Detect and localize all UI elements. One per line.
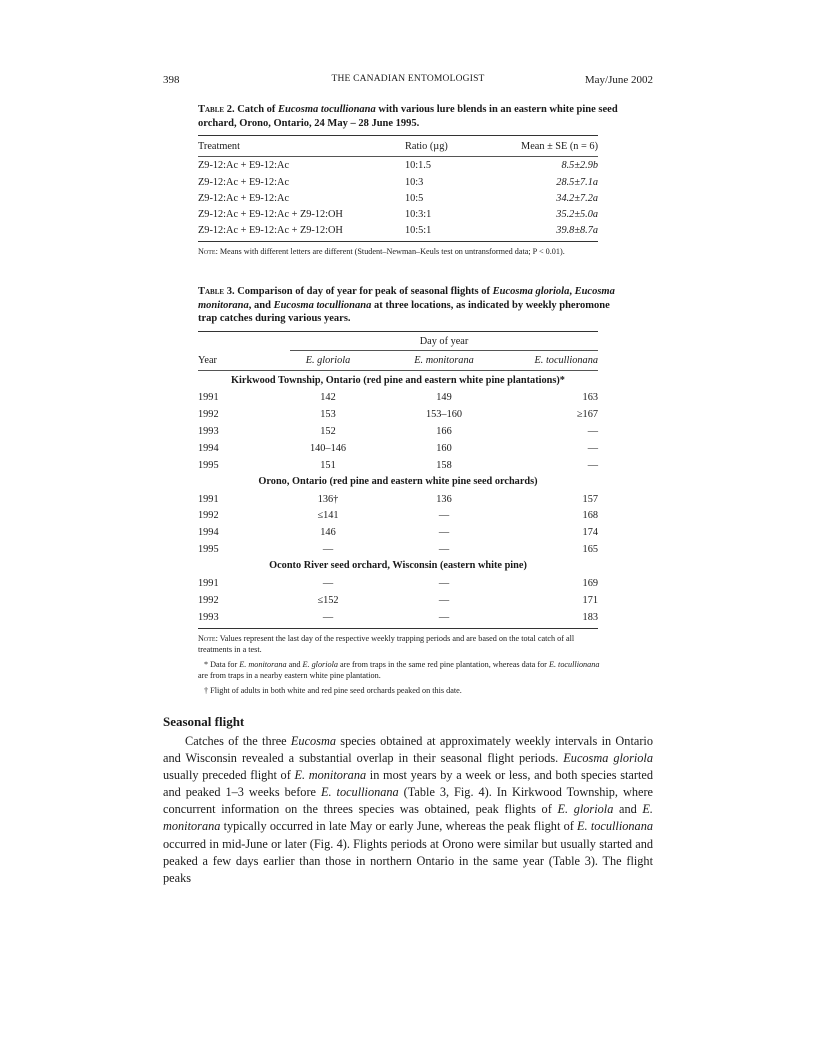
table3-gloriola: 152 (320, 426, 336, 437)
table2-bottom-rule (198, 241, 598, 242)
table3-year: 1991 (198, 392, 219, 403)
table3-gloriola: — (322, 578, 334, 589)
section-paragraph (163, 733, 653, 887)
table3-year: 1995 (198, 544, 219, 555)
table3-monitorana: — (438, 578, 450, 589)
table3-gloriola: ≤152 (317, 595, 339, 606)
table2-ratio: 10:5:1 (405, 225, 432, 236)
section-heading: Seasonal flight (163, 714, 245, 729)
table3-year: 1992 (198, 595, 219, 606)
table3-top-rule (198, 331, 598, 332)
paragraph-italic: E. tocullionana (320, 785, 399, 800)
paragraph-text: in most years by a week or less, and both species started and peaked 1–3 weeks before (163, 768, 653, 800)
table3-tocullionana: 183 (582, 612, 598, 623)
table3-monitorana: — (438, 527, 450, 538)
table2-col-treatment: Treatment (198, 141, 240, 152)
table2-caption-part: Catch of (237, 104, 279, 115)
footnote-species: E. tocullionana (548, 660, 600, 669)
table3-caption-part: at three locations, as indicated by weekly pheromone trap catches during various years. (198, 299, 610, 324)
table3-gloriola: — (322, 612, 334, 623)
table3-monitorana: 153–160 (425, 409, 463, 420)
table3-col-monitorana: E. monitorana (414, 355, 474, 366)
table3-spanner: Day of year (419, 336, 469, 347)
paragraph-text: occurred in mid-June or later (Fig. 4). Flights periods at Orono were similar but usually started and peaked a few days earlier than those in northern Ontario in the same year (Table 3). The flight peaks (163, 836, 653, 885)
table3-caption-part: , and (248, 299, 274, 311)
table3-gloriola: 140–146 (309, 443, 347, 454)
table3-year: 1992 (198, 510, 219, 521)
journal-title: THE CANADIAN ENTOMOLOGIST (331, 74, 485, 84)
table2-caption (198, 103, 618, 130)
table2-ratio: 10:1.5 (405, 160, 432, 171)
table2-treatment: Z9-12:Ac + E9-12:Ac (198, 177, 290, 188)
table3-note-label: Note: (198, 634, 218, 643)
table3-year: 1991 (198, 494, 219, 505)
table3-tocullionana: ≥167 (576, 409, 598, 420)
table2-mean: 28.5±7.1a (556, 177, 598, 188)
running-head (163, 74, 653, 88)
table3-tocullionana: 165 (582, 544, 598, 555)
table3-tocullionana: 163 (582, 392, 598, 403)
footnote-species: E. gloriola (302, 660, 338, 669)
table3-label: Table 3. (198, 286, 235, 297)
table3-col-gloriola: E. gloriola (305, 355, 351, 366)
table3-gloriola: 151 (320, 460, 336, 471)
table3-footnote-dagger: † Flight of adults in both white and red pine seed orchards peaked on this date. (204, 686, 462, 695)
table2-note-text: Means with different letters are different (Student–Newman–Keuls test on untransformed data; P < 0.01). (217, 247, 565, 256)
table3-gloriola: ≤141 (317, 510, 339, 521)
page-number: 398 (163, 74, 180, 86)
paragraph-text: Catches of the three (185, 734, 291, 748)
footnote-species: E. monitorana (239, 660, 287, 669)
footnote-part: are from traps in a nearby eastern white pine plantation. (198, 671, 381, 680)
table2-ratio: 10:3 (405, 177, 424, 188)
table2-mean: 35.2±5.0a (556, 209, 598, 220)
table3-monitorana: — (438, 595, 450, 606)
table2-ratio: 10:3:1 (405, 209, 432, 220)
table2-mean: 8.5±2.9b (561, 160, 598, 171)
table2-col-ratio: Ratio (µg) (405, 141, 448, 152)
table3-monitorana: 160 (436, 443, 452, 454)
table3-monitorana: 158 (436, 460, 452, 471)
table2-top-rule (198, 135, 598, 136)
table3-gloriola: 146 (320, 527, 336, 538)
table2-mean: 39.8±8.7a (556, 225, 598, 236)
table3-bottom-rule (198, 628, 598, 629)
table3-gloriola: 142 (320, 392, 336, 403)
table3-year: 1994 (198, 443, 219, 454)
table3-tocullionana: — (587, 426, 598, 437)
table3-tocullionana: 174 (582, 527, 598, 538)
table2-treatment: Z9-12:Ac + E9-12:Ac + Z9-12:OH (198, 209, 343, 220)
paragraph-text: and (613, 802, 643, 817)
table3-tocullionana: — (587, 443, 598, 454)
table3-tocullionana: 171 (582, 595, 598, 606)
table3-caption-species: Eucosma monitorana (198, 286, 615, 311)
table2-caption-part: with various lure blends in an eastern white pine seed orchard, Orono, Ontario, 24 May – 28 June 1995. (198, 104, 618, 129)
table2-note-label: Note: (198, 247, 218, 256)
paragraph-text: species obtained at approximately weekly intervals in Ontario and Wisconsin revealed a substantial overlap in their seasonal flight periods. (163, 734, 653, 766)
footnote-part: and (286, 660, 303, 669)
table3-group-title: Orono, Ontario (red pine and eastern white pine seed orchards) (258, 476, 538, 487)
paragraph-text: (Table 3, Fig. 4). In Kirkwood Township, where concurrent information on the threes species was obtained, peak flights of (163, 785, 653, 817)
footnote-part: * Data for (204, 660, 240, 669)
paragraph-text: typically occurred in late May or early June, whereas the peak flight of (220, 819, 578, 834)
table2-col-mean: Mean ± SE (n = 6) (521, 141, 598, 152)
table3-gloriola: 136† (317, 494, 339, 505)
table2-note (198, 246, 608, 257)
table3-note-text: Values represent the last day of the respective weekly trapping periods and are based on the total catch of all treatments in a test. (198, 634, 575, 654)
table3-caption-part: , (569, 286, 575, 297)
table3-group-title: Kirkwood Township, Ontario (red pine and eastern white pine plantations)* (231, 375, 565, 386)
table3-note (198, 633, 608, 655)
paragraph-italic: E. monitorana (163, 802, 654, 834)
table3-year: 1995 (198, 460, 219, 471)
table3-tocullionana: 157 (582, 494, 598, 505)
table3-year: 1991 (198, 578, 219, 589)
table2-header-rule (198, 156, 598, 157)
table3-caption-part: Comparison of day of year for peak of seasonal flights of (237, 286, 493, 297)
table2-treatment: Z9-12:Ac + E9-12:Ac (198, 160, 290, 171)
paragraph-italic: E. monitorana (294, 768, 367, 783)
table3-caption-species: Eucosma tocullionana (273, 299, 372, 311)
table3-tocullionana: 169 (582, 578, 598, 589)
table2-ratio: 10:5 (405, 193, 424, 204)
paragraph-italic: E. tocullionana (577, 819, 653, 834)
paragraph-italic: Eucosma gloriola (563, 751, 653, 766)
table3-group-title: Oconto River seed orchard, Wisconsin (eastern white pine) (269, 560, 527, 571)
table3-monitorana: — (438, 544, 450, 555)
table3-caption-species: Eucosma gloriola (492, 286, 570, 297)
table3-header-rule (198, 370, 598, 371)
table3-caption (198, 285, 618, 326)
table3-monitorana: 149 (436, 392, 452, 403)
table3-year: 1993 (198, 612, 219, 623)
table3-gloriola: 153 (320, 409, 336, 420)
table3-footnote-asterisk (198, 659, 608, 681)
table2-treatment: Z9-12:Ac + E9-12:Ac (198, 193, 290, 204)
table3-col-tocullionana: E. tocullionana (534, 355, 598, 366)
table3-year: 1992 (198, 409, 219, 420)
table3-col-year: Year (198, 355, 217, 366)
table3-tocullionana: 168 (582, 510, 598, 521)
table3-year: 1993 (198, 426, 219, 437)
table2-label: Table 2. (198, 104, 235, 115)
table3-monitorana: 136 (436, 494, 452, 505)
table3-gloriola: — (322, 544, 334, 555)
paragraph-italic: E. gloriola (557, 802, 614, 817)
table3-monitorana: — (438, 510, 450, 521)
table3-monitorana: — (438, 612, 450, 623)
footnote-part: are from traps in the same red pine plantation, whereas data for (337, 660, 549, 669)
table2-mean: 34.2±7.2a (556, 193, 598, 204)
paragraph-text: usually preceded flight of (163, 768, 295, 783)
table2-treatment: Z9-12:Ac + E9-12:Ac + Z9-12:OH (198, 225, 343, 236)
table3-year: 1994 (198, 527, 219, 538)
table3-spanner-rule (290, 350, 598, 351)
table3-tocullionana: — (587, 460, 598, 471)
table2-caption-species: Eucosma tocullionana (278, 104, 376, 115)
issue-date: May/June 2002 (584, 74, 653, 86)
paragraph-italic: Eucosma (290, 734, 336, 748)
table3-monitorana: 166 (436, 426, 452, 437)
